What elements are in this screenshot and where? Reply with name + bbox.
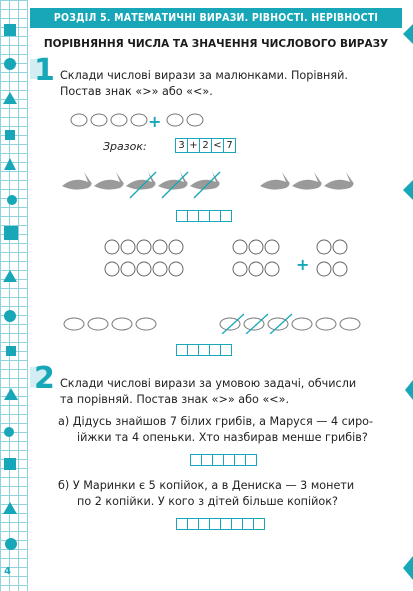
right-decorative-shapes <box>403 0 413 591</box>
task-2-number: 2 <box>34 364 55 394</box>
task-1-number: 1 <box>34 56 55 86</box>
task-1-instruction: Склади числові вирази за малюнками. Порівняй. Постав знак «>» або «<». <box>60 69 348 98</box>
example-label: Зразок: <box>103 140 147 153</box>
lemons-illustration <box>70 110 220 130</box>
task-2a-text: а) Дідусь знайшов 7 білих грибів, а Маруся — 4 сиро- ійжки та 4 опеньки. Хто назбирав менше грибів? <box>58 415 374 444</box>
right-decorative-strip <box>403 0 413 591</box>
example-cell: 7 <box>223 138 236 153</box>
answer-boxes-sharks[interactable] <box>176 210 231 222</box>
crabs-illustration <box>62 312 372 334</box>
apples-illustration <box>104 237 364 283</box>
task-2-instruction: Склади числові вирази за умовою задачі, обчисли та порівняй. Постав знак «>» або «<». <box>60 377 357 406</box>
example-expression <box>175 138 235 153</box>
example-cell: + <box>187 138 200 153</box>
answer-boxes-crabs[interactable] <box>176 344 231 356</box>
task-2b-text: б) У Маринки є 5 копійок, а в Дениска — 3 монети по 2 копійки. У кого з дітей більше копійок? <box>58 479 355 508</box>
example-cell: < <box>211 138 224 153</box>
answer-boxes-2a[interactable] <box>190 454 256 466</box>
answer-boxes-2b[interactable] <box>176 518 264 530</box>
sharks-illustration <box>60 168 360 200</box>
example-cell: 2 <box>199 138 212 153</box>
left-decorative-strip <box>0 0 28 591</box>
lesson-subheading: ПОРІВНЯННЯ ЧИСЛА ТА ЗНАЧЕННЯ ЧИСЛОВОГО ВИРАЗУ <box>43 38 389 50</box>
plus-sign-apples: + <box>296 255 310 274</box>
section-header: РОЗДІЛ 5. МАТЕМАТИЧНІ ВИРАЗИ. РІВНОСТІ. НЕРІВНОСТІ <box>30 8 402 28</box>
example-cell: 3 <box>175 138 188 153</box>
page-number: 4 <box>4 566 11 577</box>
decorative-shapes <box>0 0 28 591</box>
plus-sign-lemons: + <box>148 112 162 131</box>
